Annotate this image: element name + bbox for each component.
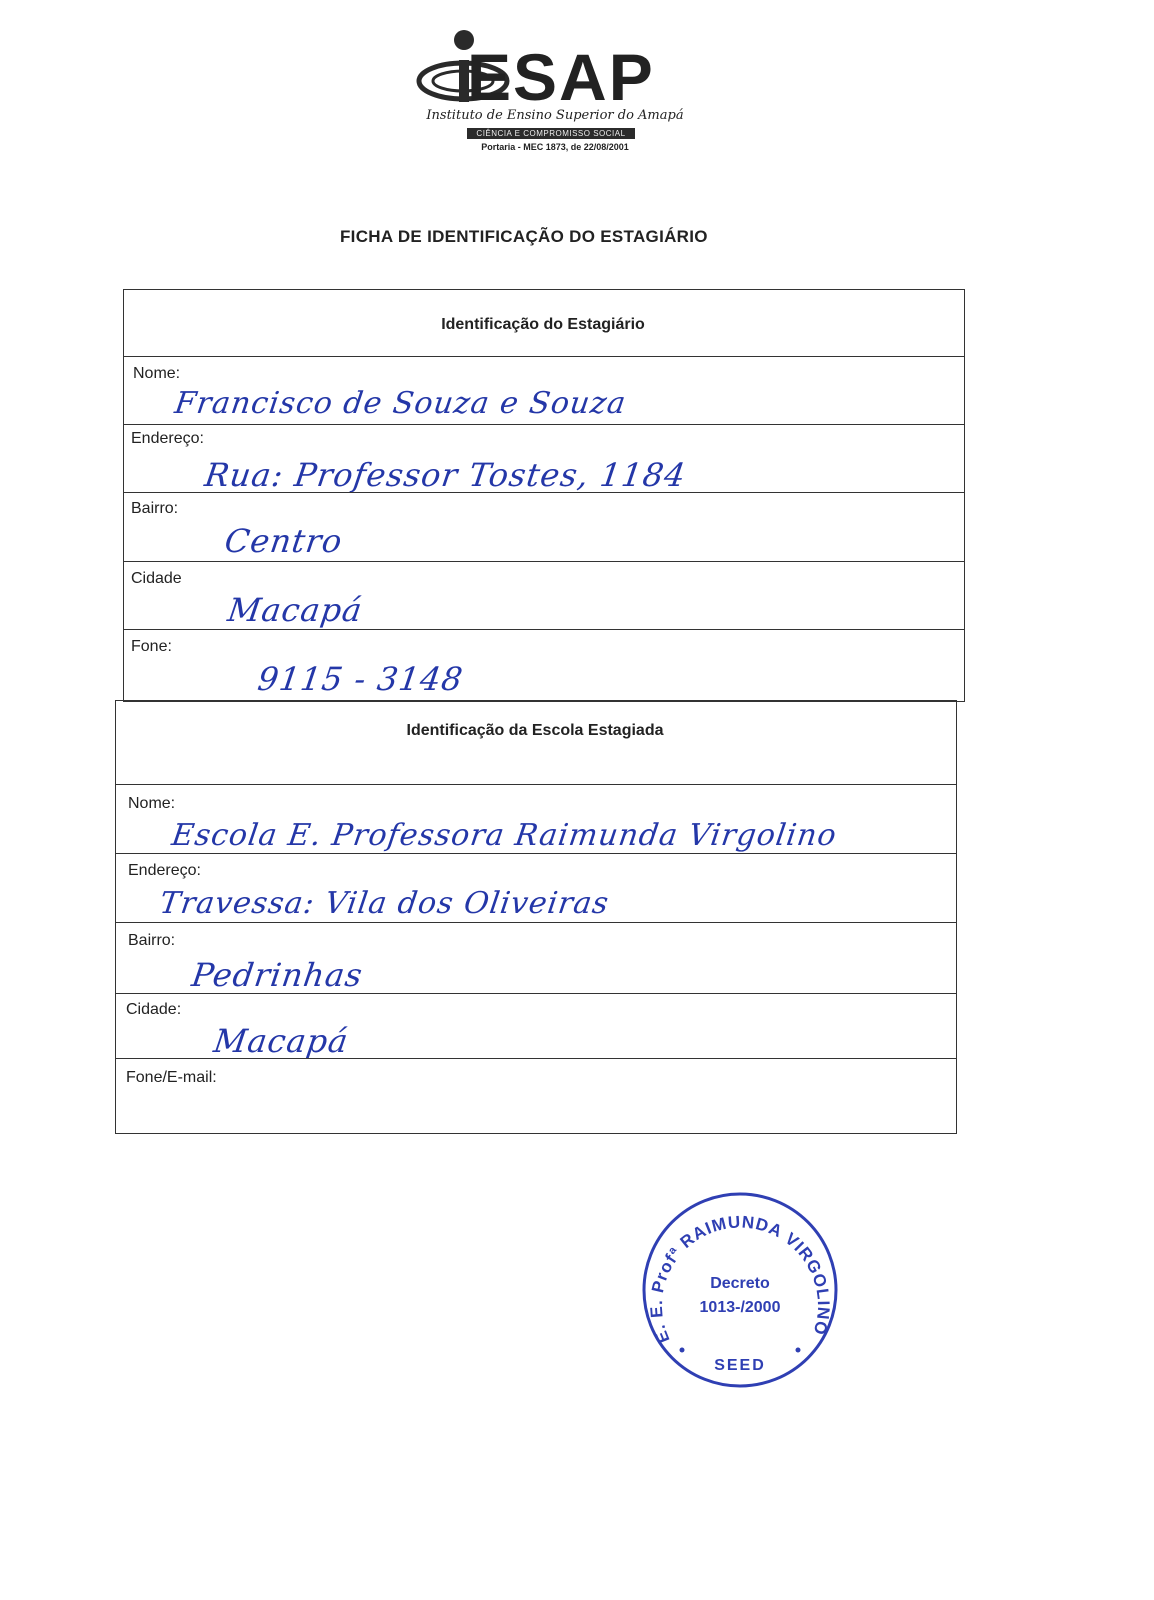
estagiario-nome-value: Francisco de Souza e Souza xyxy=(172,386,629,421)
row-divider xyxy=(115,784,956,785)
row-divider xyxy=(115,922,956,923)
escola-endereco-value: Travessa: Vila dos Oliveiras xyxy=(157,886,612,921)
row-divider xyxy=(123,561,964,562)
stamp-ring-text: E. E. Profª RAIMUNDA VIRGOLINO xyxy=(646,1212,834,1346)
estagiario-table xyxy=(123,289,965,702)
escola-section-title: Identificação da Escola Estagiada xyxy=(406,722,664,739)
row-divider xyxy=(123,629,964,630)
row-divider xyxy=(115,1058,956,1059)
portaria-text: Portaria - MEC 1873, de 22/08/2001 xyxy=(481,142,629,152)
stamp-bottom-text: SEED xyxy=(714,1357,766,1374)
estagiario-endereco-value: Rua: Professor Tostes, 1184 xyxy=(202,456,689,494)
estagiario-nome-label: Nome: xyxy=(133,365,181,382)
logo-wordmark: ESAP xyxy=(467,40,655,114)
estagiario-cidade-value: Macapá xyxy=(225,591,366,629)
escola-fone-label: Fone/E-mail: xyxy=(126,1069,217,1086)
escola-bairro-label: Bairro: xyxy=(128,932,176,949)
document-title: FICHA DE IDENTIFICAÇÃO DO ESTAGIÁRIO xyxy=(340,227,708,246)
estagiario-bairro-value: Centro xyxy=(222,522,346,560)
logo-tagline-band: CIÊNCIA E COMPROMISSO SOCIAL xyxy=(467,128,635,139)
stamp-center-line2: 1013-/2000 xyxy=(699,1299,781,1316)
escola-nome-label: Nome: xyxy=(128,795,176,812)
row-divider xyxy=(123,356,964,357)
school-stamp xyxy=(640,1190,840,1390)
escola-endereco-label: Endereço: xyxy=(128,862,201,879)
estagiario-section-title: Identificação do Estagiário xyxy=(441,316,645,333)
estagiario-cidade-label: Cidade xyxy=(131,570,182,587)
logo-subtitle: Instituto de Ensino Superior do Amapá xyxy=(426,108,684,123)
estagiario-fone-label: Fone: xyxy=(131,638,172,655)
escola-bairro-value: Pedrinhas xyxy=(189,956,366,994)
escola-nome-value: Escola E. Professora Raimunda Virgolino xyxy=(169,818,840,853)
estagiario-bairro-label: Bairro: xyxy=(131,500,179,517)
stamp-center-line1: Decreto xyxy=(710,1275,770,1292)
estagiario-endereco-label: Endereço: xyxy=(131,430,204,447)
institution-logo xyxy=(405,28,705,158)
row-divider xyxy=(115,853,956,854)
escola-cidade-label: Cidade: xyxy=(126,1001,182,1018)
escola-cidade-value: Macapá xyxy=(211,1022,352,1060)
row-divider xyxy=(115,993,956,994)
row-divider xyxy=(123,492,964,493)
row-divider xyxy=(123,424,964,425)
estagiario-fone-value: 9115 - 3148 xyxy=(255,660,466,698)
